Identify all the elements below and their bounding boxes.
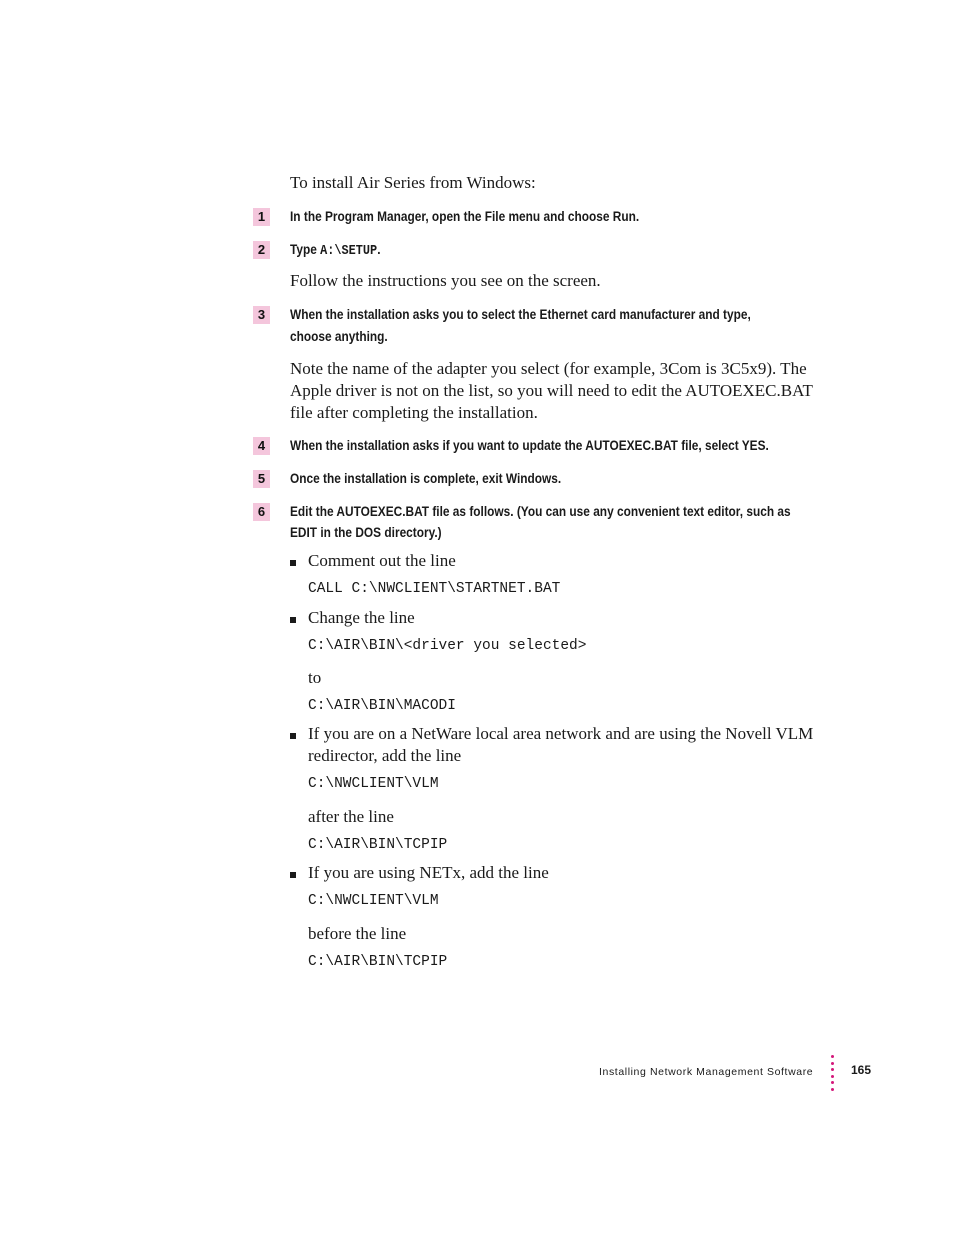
step-number-1: 1 (253, 208, 270, 226)
bullet-icon (290, 872, 296, 878)
step-number-2: 2 (253, 241, 270, 259)
step-4-text: When the installation asks if you want to update the AUTOEXEC.BAT file, select YES. (290, 438, 769, 453)
bullet-4-code-2: C:\AIR\BIN\TCPIP (308, 954, 448, 970)
step-1-text: In the Program Manager, open the File menu and choose Run. (290, 209, 640, 224)
step-6-line-2: EDIT in the DOS directory.) (290, 525, 442, 540)
bullet-icon (290, 733, 296, 739)
step-2-suffix: . (377, 242, 381, 257)
bullet-2-to: to (308, 668, 322, 687)
bullet-1-text: Comment out the line (308, 551, 456, 570)
bullet-1-code: CALL C:\NWCLIENT\STARTNET.BAT (308, 581, 561, 597)
bullet-4-before: before the line (308, 924, 407, 943)
bullet-4-code-1: C:\NWCLIENT\VLM (308, 893, 439, 909)
intro-text: To install Air Series from Windows: (290, 173, 536, 192)
bullet-2-code-2: C:\AIR\BIN\MACODI (308, 698, 456, 714)
bullet-icon (290, 560, 296, 566)
bullet-3-code-2: C:\AIR\BIN\TCPIP (308, 837, 448, 853)
bullet-4-text: If you are using NETx, add the line (308, 863, 549, 882)
bullet-2-text: Change the line (308, 608, 415, 627)
step-2-prefix: Type (290, 242, 321, 257)
footer-dot-rule (831, 1055, 834, 1094)
note-line-3: file after completing the installation. (290, 403, 538, 422)
step-3-line-1: When the installation asks you to select the Ethernet card manufacturer and type, (290, 307, 751, 322)
step-number-4: 4 (253, 437, 270, 455)
bullet-2-code-1: C:\AIR\BIN\<driver you selected> (308, 638, 587, 654)
note-line-1: Note the name of the adapter you select (for example, 3Com is 3C5x9). The (290, 359, 807, 378)
bullet-3-line-1: If you are on a NetWare local area network and are using the Novell VLM (308, 724, 814, 743)
step-2-code: A:\SETUP (320, 244, 378, 259)
step-number-6: 6 (253, 503, 270, 521)
bullet-icon (290, 617, 296, 623)
note-line-2: Apple driver is not on the list, so you will need to edit the AUTOEXEC.BAT (290, 381, 813, 400)
bullet-3-line-2: redirector, add the line (308, 746, 462, 765)
step-6-line-1: Edit the AUTOEXEC.BAT file as follows. (You can use any convenient text editor, such as (290, 504, 791, 519)
step-5-text: Once the installation is complete, exit Windows. (290, 471, 562, 486)
bullet-3-after: after the line (308, 807, 394, 826)
bullet-3-code-1: C:\NWCLIENT\VLM (308, 776, 439, 792)
step-3-line-2: choose anything. (290, 329, 388, 344)
footer-section-title: Installing Network Management Software (599, 1066, 814, 1078)
step-2-text (290, 239, 381, 263)
step-number-5: 5 (253, 470, 270, 488)
page-number: 165 (851, 1063, 872, 1077)
follow-text: Follow the instructions you see on the screen. (290, 271, 601, 290)
step-number-3: 3 (253, 306, 270, 324)
